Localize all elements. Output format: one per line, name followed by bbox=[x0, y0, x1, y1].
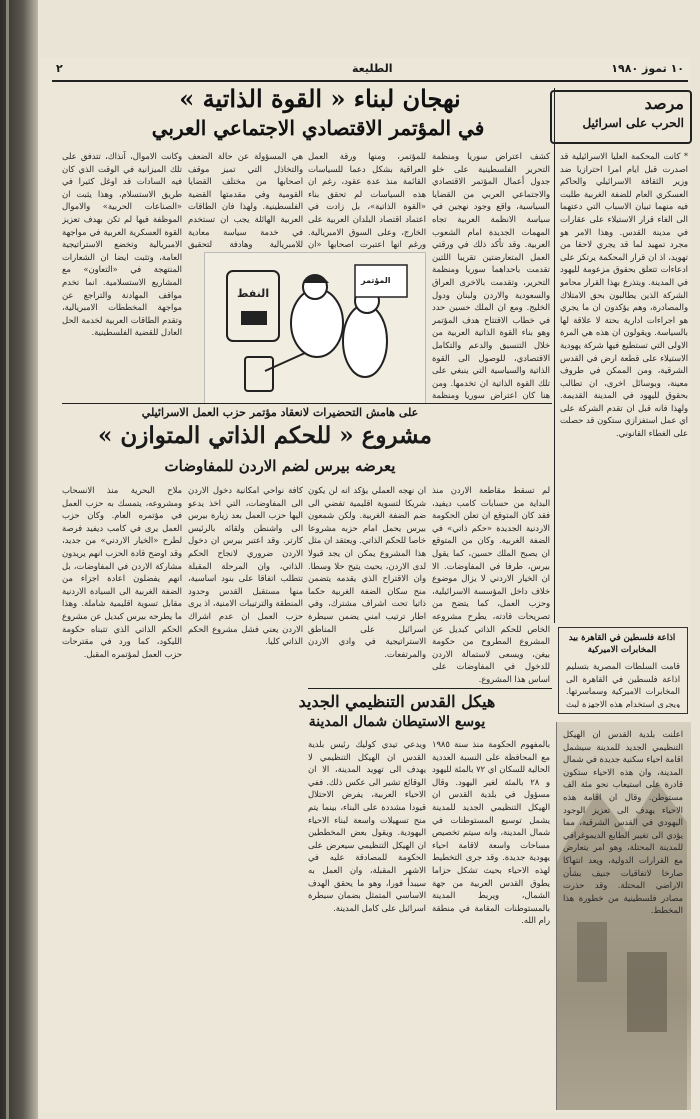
radio-news-text-body: قامت السلطات المصرية بتسليم اذاعة فلسطين في القاهرة الى المخابرات الاميركية وسماسرتها. ويجري استخدام هذه الاجهزة لبث bbox=[566, 661, 680, 708]
radio-news-text bbox=[566, 660, 680, 708]
middle-col-3-text: كافة نواحي امكانية دخول الاردن الى المفاوضات، التي اخذ يدعو اليها حزب العمل بعد زيارة بيرس الى واشنطن ولقائه بالرئيس كارتر. وقد اعتبر بيرس ان دخول الاردن ضروري لانجاح الحكم الذاتي، وان المرحلة المقبلة تتطلب اتفاقا على بنود اساسية، منها مستقبل القدس وحدود المنطقة والترتيبات الامنية، اذ يرى حزب العمل ان عدم اشراك الاردن يعني فشل مشروع الحكم الذاتي كليا. bbox=[188, 485, 303, 647]
quds-col-2-text: ويدعي تيدي كوليك رئيس بلدية القدس ان الهيكل التنظيمي لا يهدف الى تهويد المدينة، الا ان الوقائع تشير الى عكس ذلك. ففي الاحياء العربية، يفرض الاحتلال قيودا مشددة على البناء، بينما يتم منح تسهيلات واسعة لبناء الاحياء اليهودية. ويقول بعض المخططين ان الهيكل التنظيمي سيعرض على الحكومة للمصادقة عليه في الاشهر المقبلة، وان العمل به سيبدأ فورا، وهو ما يحقق الهدف الاساسي المتمثل بضمان سيطرة اسرائيل على كامل المدينة. bbox=[308, 739, 426, 913]
quds-col-2 bbox=[308, 738, 426, 1113]
gutter-edge bbox=[6, 0, 9, 1119]
middle-col-1 bbox=[432, 484, 550, 684]
main-col-3-text: هي المسؤولة عن حالة الضعف والتخاذل التي تميز موقف اصحابها من مختلف القضايا القومية وفي مقدمتها القضية الفلسطينية. ولهذا فان الطاقات العربية الهائلة يجب ان تستخدم في خدمة سياسة معادية للامبريالية وهادفة لتحقيق bbox=[188, 151, 303, 250]
main-col-3 bbox=[188, 150, 303, 250]
main-col-4-text: وكانت الاموال، آنذاك، تتدفق على تلك الميزانية في الوقت الذي كان فيه السادات قد اوغل كثيرا في طريق الاستسلام، وهذا يثبت ان «الصناعات الحربية» والاموال الموظفة فيها لم تكن بهدف تعزيز القوة العسكرية العربية في مواجهة الامبريالية وتخضع الاستراتيجية العامة، وتثبت ايضا ان الشعارات المنتهجة في «التعاون» مع المشاريع الاستسلامية. انما تخدم مواقف المهادنة والتراجع عن مواجهة المخططات الامبريالية، وتقدم الطاقات العربية لخدمة الحل العادل للقضية الفلسطينية. bbox=[62, 151, 182, 338]
quds-subheadline: يوسع الاستيطان شمال المدينة bbox=[308, 714, 486, 730]
main-headline-line2: في المؤتمر الاقتصادي الاجتماعي العربي bbox=[151, 116, 485, 140]
main-col-1 bbox=[432, 150, 550, 400]
newspaper-name: الطليعة bbox=[352, 62, 393, 75]
photo-side-text-body: اعلنت بلدية القدس ان الهيكل التنظيمي الجديد للمدينة سيشمل اقامة احياء سكنية جديدة في شمال المدينة، وان هذه الاحياء ستكون قادرة على استيعاب نحو مئة الف مستوطن. وقال ان اقامة هذه الاحياء يهدف الى تعزيز الوجود اليهودي في القدس الشرقية، مما يؤدي الى تغيير الطابع الديموغرافي للمدينة المحتلة، وهو امر يتعارض مع القرارات الدولية، ويعد انتهاكا صارخا لاتفاقيات جنيف بشأن الاراضي المحتلة. وقد حذرت مصادر فلسطينية من خطورة هذا المخطط. bbox=[563, 729, 683, 916]
section-divider bbox=[62, 403, 552, 404]
political-cartoon bbox=[204, 252, 426, 404]
svg-text:المؤتمر: المؤتمر bbox=[361, 276, 391, 285]
main-col-2-text: للمؤتمر، ومنها ورقة العمل العراقية بشكل دعما للسياسات القائمة منذ عدة عقود، رغم ان هذه السياسات لم تحقق بناء «القوة الذاتية»، بل زادت في اعتماد اقتصاد البلدان العربية على الخارج، وعلى السوق الامبريالية. ورغم انها اعتبرت اصحابها «ان bbox=[308, 151, 426, 250]
quds-headline: هيكل القدس التنظيمي الجديد bbox=[298, 692, 496, 711]
radio-news-title: اذاعة فلسطين في القاهرة بيد المخابرات الاميركية bbox=[568, 633, 676, 655]
photo-side-text bbox=[563, 728, 683, 1098]
middle-col-3 bbox=[188, 484, 303, 1099]
page-number: ٢ bbox=[56, 62, 63, 75]
main-headline-line1: نهجان لبناء « القوة الذاتية » bbox=[179, 84, 461, 113]
middle-kicker: على هامش التحضيرات لانعقاد مؤتمر حزب العمل الاسرائيلي bbox=[141, 406, 419, 419]
quds-col-1-text: بالمفهوم الحكومة منذ سنة ١٩٨٥ مع المحافظة على النسبة العددية الحالية للسكان اي ٧٢ بالمئة لليهود و ٢٨ بالمئة لغير اليهود. وقال مسؤول في بلدية القدس ان الهيكل التنظيمي الجديد للمدينة يشمل توسيع المستوطنات في شمال المدينة، وانه سيتم تخصيص مساحات واسعة لاقامة احياء يهودية جديدة. وقد جرى التخطيط لهذه الاحياء بحيث تشكل حزاما يطوق القدس العربية من جهة الشمال، ويربط المدينة بالمستوطنات المقامة في منطقة رام الله. bbox=[432, 739, 550, 926]
middle-subheadline: يعرضه بيرس لضم الاردن للمفاوضات bbox=[164, 457, 396, 475]
middle-col-1-text: لم تسقط مقاطعة الاردن منذ البداية من حسابات كامب ديفيد، فقد كان المتوقع ان تعلن الحكومة الاردنية الجديدة «حكم ذاتي» في الضفة الغربية. وكان من المتوقع ان يصبح الملك حسين، كما يقول بيرس، طرفا في المفاوضات. الا ان الخيار الاردني لا يزال موضوع خلاف داخل المؤسسة الاسرائيلية، وحزب العمل، كما يتضح من تصريحات قادته، يطرح مشروعه الخاص للحكم الذاتي كبديل عن المشروع المطروح من حكومة بيغن، ويسعى لاستمالة الاردن للدخول في المفاوضات على اساس هذا المشروع. bbox=[432, 485, 550, 684]
sidebar-divider bbox=[554, 88, 555, 623]
page-header bbox=[52, 62, 688, 82]
quds-col-1 bbox=[432, 738, 550, 1113]
middle-col-4 bbox=[62, 484, 182, 1099]
svg-text:النفط: النفط bbox=[237, 287, 270, 300]
sidebar-text bbox=[560, 150, 688, 615]
middle-col-4-text: ملاح البحرية منذ الانسحاب ومشروعه، يتمسك به حزب العمل في مؤتمره العام. وكان حزب العمل يرى في كامب ديفيد فرصة لطرح «الخيار الاردني» من جديد، وقد اوضح قادة الحزب انهم يريدون مشاركة الاردن في المفاوضات، بل انهم يفضلون اعادة اجزاء من الضفة الغربية الى السيادة الاردنية مقابل تسوية اقليمية شاملة. وهذا ما يطرحه بيرس كبديل عن مشروع الحكم الذاتي الذي تتبناه حكومة الليكود، كما ورد في مقترحات حزب العمل لمؤتمره المقبل. bbox=[62, 485, 182, 659]
sidebar-text-body: * كانت المحكمة العليا الاسرائيلية قد اصدرت قبل ايام امرا احترازيا ضد وزير الثقافة الاسرائيلي والحاكم العسكري العام للضفة الغربية طلبت فيه منهما تبيان الاسباب التي دعتهما الى الغاء قرار الاستيلاء على عقارات في مدينة القدس. وهذا الامر هو مجرد تمهيد لما قد يجري لاحقا من تهويد، اذ ان قرار المحكمة يرتكز على ادعاءات تتعلق بحقوق مزعومة لليهود في المدينة. ويتذرع بهذا القرار محامو الشركة الذين يطالبون بحق الامتلاك والمصادرة، وهم يؤكدون ان ما يجري هو اجراءات ادارية بحتة لا علاقة لها بالسياسة. ويقولون ان هذه هي المرة الاولى التي تستطيع فيها شركة يهودية الاستيلاء على قطعة ارض في القدس الشرقية، ومن الممكن في طروف معينة، وبوسائل اخرى، ان تطالب بحقوق لليهود في المدينة القديمة. ولهذا فانه قبل ان تقدم الشركة على اي عمل استفزازي ستكون قد حصلت على الغطاء القانوني. bbox=[560, 151, 688, 439]
sidebar-title-box bbox=[550, 90, 692, 144]
cartoon-drawing bbox=[205, 253, 425, 403]
quds-divider bbox=[308, 688, 552, 689]
middle-col-2-text: ان نهجه العملي يؤكد انه لن يكون شريكا لتسوية اقليمية تفضي الى ضم الضفة الغربية. ولكن شمعون بيرس يحمل امام حزبه مشروعا خاصا للحكم الذاتي. ويعتقد ان مثل هذا المشروع يمكن ان يجد قبولا لدى الاردن، بحيث يتيح حلا وسطا. وان الاقتراح الذي يقدمه يتضمن منح سكان الضفة الغربية حكما ذاتيا تحت اشراف مشترك، وفي اطار ترتيب امني يضمن سيطرة اسرائيل على المناطق الاستراتيجية في وادي الاردن والمرتفعات. bbox=[308, 485, 426, 659]
main-col-1-text: كشف اعتراض سوريا ومنظمة التحرير الفلسطينية على خلو جدول أعمال المؤتمر الاقتصادي والاجتماعي العربي من القضايا السياسية، واقع وجود نهجين في سياسة الانظمة العربية تجاه المهمات الجديدة امام الشعوب العربية. وقد تأكد ذلك في ورقتي العمل المتعارضتين تقريبا اللتين تقدمت باحداهما سوريا ومنظمة التحرير، وتقدمت بالاخرى العراق والسعودية والاردن ولبنان ودول الخليج. ومع ان الملك حسين حدد في خطاب الافتتاح هدف المؤتمر وهو بناء القوة الذاتية العربية من خلال التنسيق والدعم والتكامل الاقتصادي، للوصول الى القوة الذاتية والسياسية التي ينبغي على تلك القوة الذاتية ان تخدمها. ومن هنا كان اعتراض سوريا ومنظمة bbox=[432, 151, 550, 400]
page-gutter bbox=[0, 0, 38, 1119]
main-col-2 bbox=[308, 150, 426, 250]
sidebar-title: مرصد bbox=[644, 94, 684, 113]
main-col-4 bbox=[62, 150, 182, 402]
issue-date: ١٠ تموز ١٩٨٠ bbox=[611, 62, 684, 75]
middle-col-2 bbox=[308, 484, 426, 684]
sidebar-subtitle: الحرب على اسرائيل bbox=[582, 116, 684, 130]
news-photo bbox=[556, 722, 691, 1110]
middle-headline: مشروع « للحكم الذاتي المتوازن » bbox=[98, 422, 432, 449]
